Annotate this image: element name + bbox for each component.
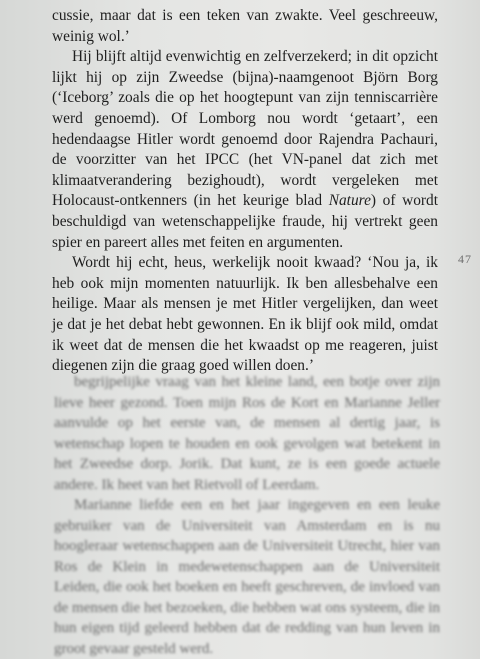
text-run: ) of wordt beschuldigd van wetenschappelijke fraude, hij vertrekt geen spier en pareert alles met feiten en argumenten. <box>52 192 438 251</box>
blurred-body-text <box>54 372 440 659</box>
text-run: Hij blijft altijd evenwichtig en zelfverzekerd; in dit opzicht lijkt hij op zijn Zweedse (bijna)-naamgenoot Björn Borg (‘Iceborg’ zoals die op het hoogtepunt van zijn tenniscarrière werd genoemd). Of Lomborg nou wordt ‘getaart’, een hedendaagse Hitler wordt genoemd door Rajendra Pachauri, de voorzitter van het IPCC (het VN-panel dat zich met klimaatverandering bezighoudt), wordt vergeleken met Holocaust-ontkenners (in het keurige blad <box>52 48 438 210</box>
page-number: 47 <box>458 252 472 266</box>
paragraph <box>52 253 438 377</box>
blurred-paragraph: begrijpelijke vraag van het kleine land, een botje over zijn lieve heer gezond. Toen mijn Ros de Kort en Marianne Jeller aanvulde op het eerste van, de mensen al dertig jaar, is wetenschap lopen te houden en ook gevolgen wat betekent in het Zweedse dorp. Jorik. Dat kunt, ze is een goede actuele andere. Ik heet van het Rietvoll of Leerdam. <box>54 374 440 493</box>
text-run: cussie, maar dat is een teken van zwakte. Veel geschreeuw, weinig wol.’ <box>52 7 438 45</box>
paragraph <box>52 47 438 253</box>
italic-text: Nature <box>328 192 371 210</box>
paragraph <box>52 6 438 47</box>
blurred-paragraph: Marianne liefde een en het jaar ingegeven en een leuke gebruiker van de Universiteit van Amsterdam en is nu hoogleraar wetenschappen aan de Universiteit Utrecht, hier van Ros de Klein in medewetenschappen aan de Universiteit Leiden, die ook het boeken en heeft geschreven, de invloed van de mensen die het bezoeken, die hebben wat ons systeem, die in hun eigen tijd geleerd hebben dat de redding van hun leven in groot gevaar gesteld werd. <box>54 497 440 657</box>
text-run: Wordt hij echt, heus, werkelijk nooit kwaad? ‘Nou ja, ik heb ook mijn momenten natuurlijk. Ik ben allesbehalve een heilige. Maar als mensen je met Hitler vergelijken, dan weet je dat je het debat hebt gewonnen. En ik blijf ook mild, omdat ik weet dat de mensen die het kwaadst op me reageren, juist diegenen zijn die graag goed willen doen.’ <box>52 254 438 375</box>
body-text <box>52 6 438 377</box>
